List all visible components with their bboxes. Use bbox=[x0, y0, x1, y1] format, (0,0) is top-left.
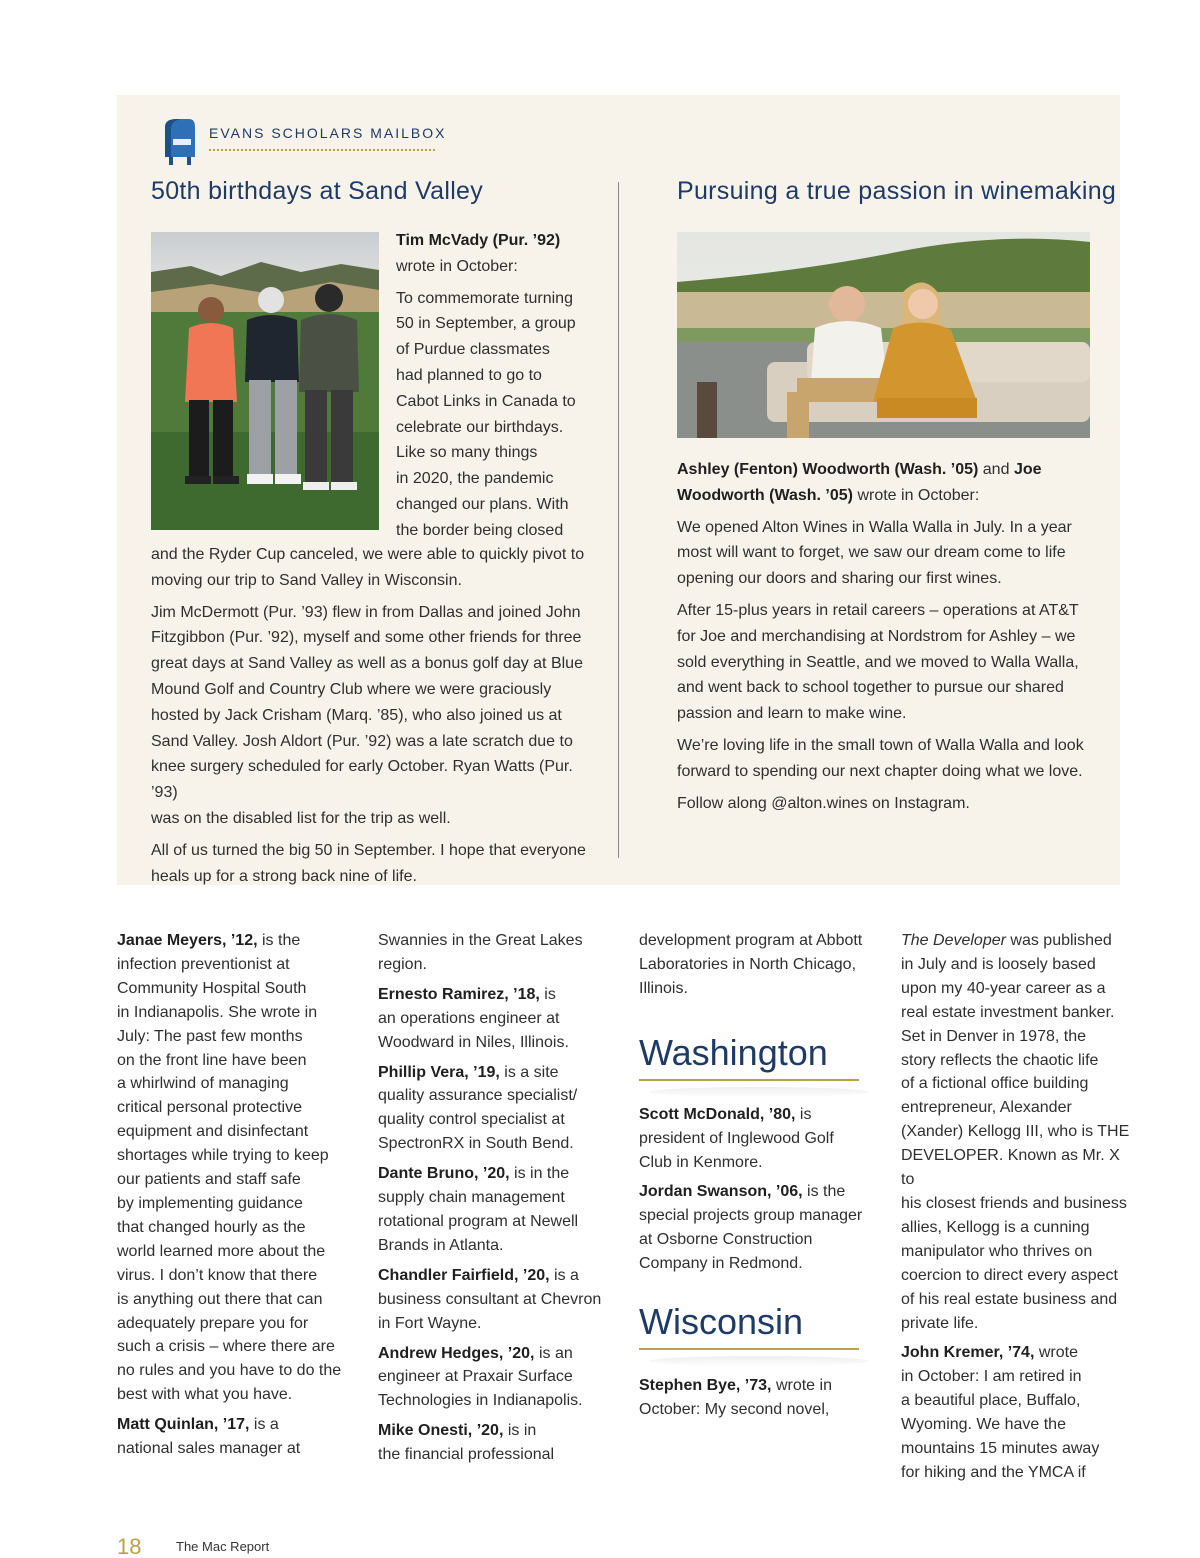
text-line: private life. bbox=[901, 1314, 979, 1332]
col3-continued-text bbox=[639, 929, 874, 1001]
text-line: Fitzgibbon (Pur. ’92), myself and some other friends for three bbox=[151, 629, 582, 647]
story2-author-2b: Woodworth (Wash. ’05) bbox=[677, 486, 853, 504]
col4-entry-first: wrote bbox=[1034, 1344, 1078, 1362]
text-line: of his real estate business and bbox=[901, 1290, 1118, 1308]
text-line: Laboratories in North Chicago, bbox=[639, 955, 857, 973]
text-line: mountains 15 minutes away bbox=[901, 1440, 1100, 1458]
text-line: SpectronRX in South Bend. bbox=[378, 1135, 574, 1153]
text-line: (Xander) Kellogg III, who is THE bbox=[901, 1123, 1130, 1141]
text-line: of a fictional office building bbox=[901, 1075, 1089, 1093]
alumni-entry bbox=[378, 1342, 608, 1414]
text-line: Wyoming. We have the bbox=[901, 1416, 1066, 1434]
column-2 bbox=[378, 929, 608, 1473]
wisconsin-shadow bbox=[649, 1356, 869, 1366]
mailbox-icon bbox=[159, 117, 199, 167]
story1-paragraph-3 bbox=[151, 838, 601, 890]
alumni-name: Mike Onesti, ’20, bbox=[378, 1422, 504, 1440]
golf-photo bbox=[151, 232, 379, 530]
text-line: adequately prepare you for bbox=[117, 1314, 309, 1332]
alumni-entry bbox=[378, 1264, 608, 1336]
text-line: story reflects the chaotic life bbox=[901, 1051, 1099, 1069]
story2-body bbox=[677, 457, 1097, 822]
text-line: and went back to school together to pursue our shared bbox=[677, 679, 1064, 697]
col3-wi-first: wrote in bbox=[771, 1377, 832, 1395]
text-line: is anything out there that can bbox=[117, 1290, 323, 1308]
text-line: the financial professional bbox=[378, 1446, 555, 1464]
col3-wi-name: Stephen Bye, ’73, bbox=[639, 1377, 772, 1395]
text-line: Cabot Links in Canada to bbox=[396, 392, 576, 410]
text-line: a beautiful place, Buffalo, bbox=[901, 1392, 1081, 1410]
text-line: After 15-plus years in retail careers – operations at AT&T bbox=[677, 601, 1079, 619]
text-line: quality assurance specialist/ bbox=[378, 1087, 578, 1105]
text-line: was on the disabled list for the trip as well. bbox=[151, 809, 451, 827]
text-line: special projects group manager bbox=[639, 1207, 863, 1225]
washington-entries bbox=[639, 1103, 874, 1276]
col4-continued-text bbox=[901, 956, 1129, 1332]
text-line: knee surgery scheduled for early October. Ryan Watts (Pur. ’93) bbox=[151, 758, 573, 802]
alumni-first-words: is in bbox=[503, 1422, 537, 1440]
column-3 bbox=[639, 929, 874, 1428]
story1-body bbox=[151, 542, 601, 895]
text-line: in July and is loosely based bbox=[901, 955, 1096, 973]
text-line: quality control specialist at bbox=[378, 1111, 565, 1129]
text-line: coercion to direct every aspect bbox=[901, 1266, 1118, 1284]
col1-entry2-text bbox=[117, 1440, 300, 1457]
alumni-entry bbox=[378, 1162, 608, 1258]
wisconsin-rule bbox=[639, 1348, 859, 1350]
text-line: Mound Golf and Country Club where we were graciously bbox=[151, 680, 552, 698]
text-line: on the front line have been bbox=[117, 1051, 307, 1069]
text-line: the border being closed bbox=[396, 521, 564, 539]
text-line: opening our doors and sharing our first wines. bbox=[677, 570, 1002, 588]
story2-title: Pursuing a true passion in winemaking bbox=[677, 177, 1117, 205]
story2-author-suffix: wrote in October: bbox=[857, 486, 980, 504]
col4-entry-text bbox=[901, 1368, 1099, 1481]
text-line: forward to spending our next chapter doing what we love. bbox=[677, 762, 1083, 780]
text-line: July: The past few months bbox=[117, 1027, 303, 1045]
text-line: best with what you have. bbox=[117, 1386, 293, 1404]
washington-heading: Washington bbox=[639, 1031, 828, 1073]
alumni-first-words: is a bbox=[549, 1266, 579, 1284]
text-line: passion and learn to make wine. bbox=[677, 705, 907, 723]
text-line: DEVELOPER. Known as Mr. X to bbox=[901, 1147, 1120, 1189]
text-line: changed our plans. With bbox=[396, 495, 569, 513]
text-line: Technologies in Indianapolis. bbox=[378, 1392, 583, 1410]
text-line: Community Hospital South bbox=[117, 979, 307, 997]
col1-entry2-first: is a bbox=[249, 1416, 279, 1434]
story2-author-and: and bbox=[982, 461, 1010, 478]
col2-continued-text bbox=[378, 929, 608, 977]
story1-title: 50th birthdays at Sand Valley bbox=[151, 177, 484, 205]
text-line: Jim McDermott (Pur. ’93) flew in from Dallas and joined John bbox=[151, 603, 581, 621]
text-line: in 2020, the pandemic bbox=[396, 470, 554, 488]
alumni-entry bbox=[378, 1061, 608, 1157]
text-line: Set in Denver in 1978, the bbox=[901, 1027, 1087, 1045]
mailbox-section bbox=[117, 95, 1120, 885]
alumni-first-words: is bbox=[539, 985, 556, 1003]
text-line: his closest friends and business bbox=[901, 1194, 1127, 1212]
publication-title: The Mac Report bbox=[176, 1539, 270, 1554]
story2-paragraph-4: Follow along @alton.wines on Instagram. bbox=[677, 794, 970, 812]
text-line: national sales manager at bbox=[117, 1440, 301, 1458]
story2-author-1: Ashley (Fenton) Woodworth (Wash. ’05) bbox=[677, 461, 979, 478]
wisconsin-heading-block bbox=[639, 1296, 874, 1366]
text-line: of Purdue classmates bbox=[396, 341, 550, 359]
text-line: entrepreneur, Alexander bbox=[901, 1099, 1072, 1117]
alumni-first-words: is bbox=[795, 1105, 812, 1123]
text-line: We opened Alton Wines in Walla Walla in July. In a year bbox=[677, 518, 1072, 536]
story1-author: Tim McVady (Pur. ’92) bbox=[396, 232, 561, 249]
text-line: for Joe and merchandising at Nordstrom for Ashley – we bbox=[677, 627, 1076, 645]
alumni-first-words: is an bbox=[534, 1344, 573, 1362]
col4-entry-name: John Kremer, ’74, bbox=[901, 1344, 1035, 1362]
story1-paragraph-1-rest bbox=[151, 542, 601, 594]
text-line: supply chain management bbox=[378, 1189, 565, 1207]
text-line: great days at Sand Valley as well as a bonus golf day at Blue bbox=[151, 655, 583, 673]
alumni-name: Chandler Fairfield, ’20, bbox=[378, 1266, 550, 1284]
column-4 bbox=[901, 929, 1131, 1491]
text-line: region. bbox=[378, 955, 427, 973]
text-line: heals up for a strong back nine of life. bbox=[151, 867, 417, 885]
text-line: Brands in Atlanta. bbox=[378, 1236, 504, 1254]
text-line: real estate investment banker. bbox=[901, 1003, 1115, 1021]
text-line: engineer at Praxair Surface bbox=[378, 1368, 573, 1386]
text-line: shortages while trying to keep bbox=[117, 1147, 329, 1165]
text-line: infection preventionist at bbox=[117, 955, 290, 973]
col1-entry1-text bbox=[117, 956, 341, 1403]
alumni-name: Andrew Hedges, ’20, bbox=[378, 1344, 535, 1362]
text-line: by implementing guidance bbox=[117, 1194, 303, 1212]
washington-heading-block bbox=[639, 1027, 874, 1097]
alumni-entry bbox=[639, 1103, 874, 1175]
text-line: rotational program at Newell bbox=[378, 1212, 579, 1230]
col1-entry1-first: is the bbox=[257, 932, 301, 949]
alumni-first-words: is a site bbox=[499, 1063, 559, 1081]
text-line: moving our trip to Sand Valley in Wisconsin. bbox=[151, 571, 462, 589]
text-line: business consultant at Chevron bbox=[378, 1290, 602, 1308]
alumni-name: Jordan Swanson, ’06, bbox=[639, 1183, 803, 1201]
col3-wi-text bbox=[639, 1401, 829, 1418]
text-line: Sand Valley. Josh Aldort (Pur. ’92) was a late scratch due to bbox=[151, 732, 573, 750]
text-line: in October: I am retired in bbox=[901, 1368, 1082, 1386]
text-line: critical personal protective bbox=[117, 1099, 302, 1117]
story1-intro bbox=[396, 228, 596, 550]
text-line: sold everything in Seattle, and we moved to Walla Walla, bbox=[677, 653, 1079, 671]
alumni-name: Phillip Vera, ’19, bbox=[378, 1063, 500, 1081]
text-line: had planned to go to bbox=[396, 366, 542, 384]
text-line: in Indianapolis. She wrote in bbox=[117, 1003, 318, 1021]
text-line: president of Inglewood Golf bbox=[639, 1129, 834, 1147]
column-divider bbox=[618, 182, 619, 858]
alumni-entry bbox=[378, 983, 608, 1055]
col4-book-first: was published bbox=[1005, 932, 1112, 949]
text-line: no rules and you have to do the bbox=[117, 1362, 342, 1380]
story1-paragraph-1 bbox=[396, 286, 596, 544]
text-line: 50 in September, a group bbox=[396, 315, 576, 333]
text-line: virus. I don’t know that there bbox=[117, 1266, 318, 1284]
text-line: Swannies in the Great Lakes bbox=[378, 932, 583, 949]
text-line: an operations engineer at bbox=[378, 1009, 560, 1027]
text-line: that changed hourly as the bbox=[117, 1218, 306, 1236]
section-label: EVANS SCHOLARS MAILBOX bbox=[209, 125, 447, 141]
alumni-entry bbox=[639, 1180, 874, 1276]
text-line: hosted by Jack Crisham (Marq. ’85), who also joined us at bbox=[151, 706, 562, 724]
col1-entry2-name: Matt Quinlan, ’17, bbox=[117, 1416, 250, 1434]
story2-paragraph-1 bbox=[677, 515, 1097, 592]
winemakers-photo bbox=[677, 232, 1090, 438]
alumni-name: Dante Bruno, ’20, bbox=[378, 1165, 510, 1183]
text-line: All of us turned the big 50 in September. I hope that everyone bbox=[151, 841, 586, 859]
text-line: To commemorate turning bbox=[396, 289, 573, 307]
washington-rule bbox=[639, 1079, 859, 1081]
story1-author-suffix: wrote in October: bbox=[396, 257, 518, 275]
text-line: upon my 40-year career as a bbox=[901, 979, 1106, 997]
page-number: 18 bbox=[117, 1534, 142, 1558]
text-line: celebrate our birthdays. bbox=[396, 418, 564, 436]
text-line: Woodward in Niles, Illinois. bbox=[378, 1033, 569, 1051]
text-line: Club in Kenmore. bbox=[639, 1153, 763, 1171]
text-line: and the Ryder Cup canceled, we were able to quickly pivot to bbox=[151, 546, 585, 563]
text-line: Company in Redmond. bbox=[639, 1255, 803, 1273]
text-line: most will want to forget, we saw our dream come to life bbox=[677, 544, 1066, 562]
story2-paragraph-3 bbox=[677, 733, 1097, 785]
alumni-name: Ernesto Ramirez, ’18, bbox=[378, 985, 540, 1003]
text-line: our patients and staff safe bbox=[117, 1171, 301, 1189]
washington-shadow bbox=[649, 1087, 869, 1097]
alumni-first-words: is in the bbox=[509, 1165, 570, 1183]
dotted-rule bbox=[209, 147, 435, 151]
text-line: Like so many things bbox=[396, 444, 538, 462]
book-title: The Developer bbox=[901, 932, 1006, 949]
text-line: We’re loving life in the small town of Walla Walla and look bbox=[677, 736, 1084, 754]
text-line: at Osborne Construction bbox=[639, 1231, 813, 1249]
alumni-entry bbox=[378, 1419, 608, 1467]
story2-paragraph-2 bbox=[677, 598, 1097, 727]
text-line: a whirlwind of managing bbox=[117, 1075, 289, 1093]
col2-entries bbox=[378, 983, 608, 1467]
alumni-name: Scott McDonald, ’80, bbox=[639, 1105, 796, 1123]
wisconsin-heading: Wisconsin bbox=[639, 1301, 804, 1343]
text-line: for hiking and the YMCA if bbox=[901, 1463, 1086, 1481]
text-line: world learned more about the bbox=[117, 1242, 326, 1260]
text-line: Illinois. bbox=[639, 979, 688, 997]
col1-entry1-name: Janae Meyers, ’12, bbox=[117, 932, 258, 949]
text-line: in Fort Wayne. bbox=[378, 1314, 482, 1332]
story2-author-2a: Joe bbox=[1013, 461, 1042, 478]
text-line: manipulator who thrives on bbox=[901, 1242, 1093, 1260]
alumni-first-words: is the bbox=[802, 1183, 846, 1201]
text-line: development program at Abbott bbox=[639, 932, 863, 949]
text-line: October: My second novel, bbox=[639, 1400, 830, 1418]
text-line: allies, Kellogg is a cunning bbox=[901, 1218, 1090, 1236]
text-line: such a crisis – where there are bbox=[117, 1338, 335, 1356]
text-line: equipment and disinfectant bbox=[117, 1123, 309, 1141]
story1-paragraph-2 bbox=[151, 600, 601, 832]
column-1 bbox=[117, 929, 352, 1467]
